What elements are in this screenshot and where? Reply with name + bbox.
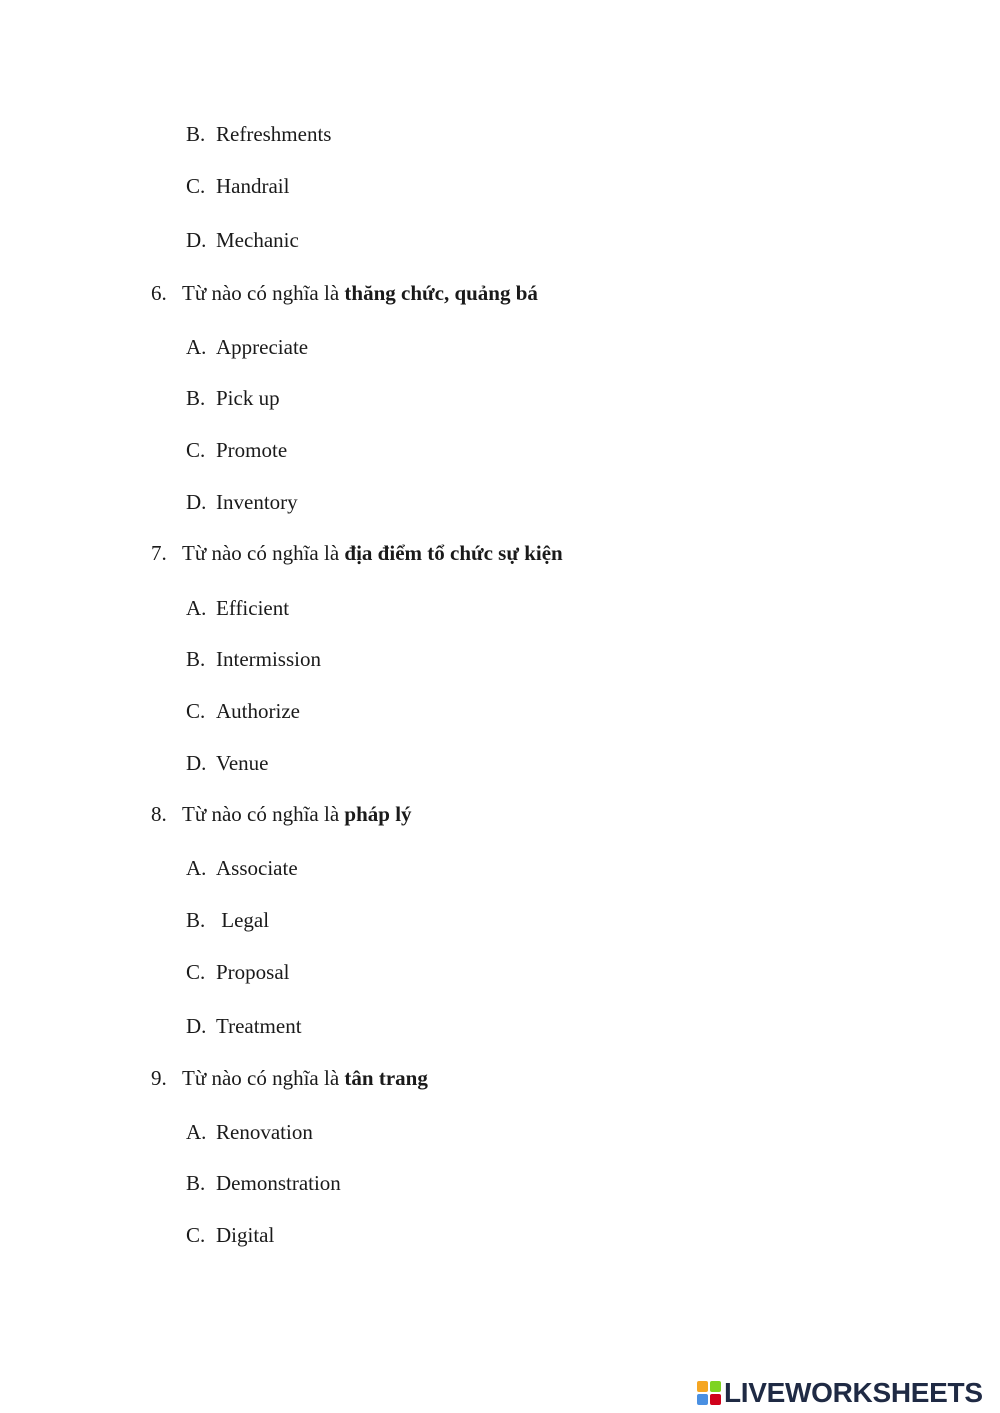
question-7 — [151, 541, 563, 565]
question-keyword: thăng chức, quảng bá — [344, 281, 538, 305]
option-letter: C. — [186, 960, 206, 984]
liveworksheets-logo-icon — [697, 1381, 721, 1405]
logo-text: LIVEWORKSHEETS — [724, 1377, 983, 1408]
question-8 — [151, 802, 412, 826]
question-number: 6. — [151, 281, 167, 305]
option-text: Treatment — [216, 1014, 302, 1038]
option-letter: B. — [186, 1171, 206, 1195]
option-letter: A. — [186, 335, 207, 359]
option-text: Refreshments — [216, 122, 332, 146]
liveworksheets-logo[interactable] — [697, 1378, 983, 1408]
option-letter: B. — [186, 647, 206, 671]
answer-option — [186, 228, 299, 252]
option-text: Handrail — [216, 174, 290, 198]
option-text: Proposal — [216, 960, 290, 984]
option-text: Appreciate — [216, 335, 309, 359]
question-keyword: địa điểm tổ chức sự kiện — [344, 541, 563, 565]
option-letter: D. — [186, 1014, 207, 1038]
logo-square-1 — [697, 1381, 708, 1392]
answer-option — [186, 174, 289, 198]
option-text: Pick up — [216, 386, 280, 410]
option-text: Digital — [216, 1223, 275, 1247]
question-keyword: tân trang — [344, 1066, 428, 1090]
option-letter: C. — [186, 174, 206, 198]
option-letter: C. — [186, 699, 206, 723]
option-letter: D. — [186, 228, 207, 252]
logo-square-3 — [697, 1394, 708, 1405]
question-prompt: Từ nào có nghĩa là — [182, 281, 345, 305]
question-number: 9. — [151, 1066, 167, 1090]
answer-option — [186, 751, 268, 775]
option-text: Intermission — [216, 647, 321, 671]
option-text: Inventory — [216, 490, 298, 514]
answer-option — [186, 1120, 313, 1144]
answer-option — [186, 960, 290, 984]
answer-option — [186, 1171, 341, 1195]
option-letter: C. — [186, 1223, 206, 1247]
answer-option — [186, 1014, 302, 1038]
option-letter: B. — [186, 386, 206, 410]
option-letter: A. — [186, 856, 207, 880]
option-text: Promote — [216, 438, 288, 462]
question-number: 8. — [151, 802, 167, 826]
answer-option — [186, 386, 280, 410]
question-6 — [151, 281, 538, 305]
question-prompt: Từ nào có nghĩa là — [182, 541, 345, 565]
option-text: Venue — [216, 751, 269, 775]
logo-square-4 — [710, 1394, 721, 1405]
answer-option — [186, 1223, 274, 1247]
question-number: 7. — [151, 541, 167, 565]
option-letter: C. — [186, 438, 206, 462]
question-keyword: pháp lý — [344, 802, 412, 826]
option-text: Efficient — [216, 596, 290, 620]
option-text: Renovation — [216, 1120, 313, 1144]
question-9 — [151, 1066, 428, 1090]
answer-option — [186, 856, 298, 880]
option-text: Associate — [216, 856, 298, 880]
logo-square-2 — [710, 1381, 721, 1392]
option-letter: D. — [186, 490, 207, 514]
option-text: Authorize — [216, 699, 300, 723]
option-letter: D. — [186, 751, 207, 775]
option-text: Mechanic — [216, 228, 299, 252]
option-text: Demonstration — [216, 1171, 341, 1195]
question-prompt: Từ nào có nghĩa là — [182, 802, 345, 826]
answer-option — [186, 647, 321, 671]
option-text: Legal — [216, 908, 270, 932]
option-letter: B. — [186, 908, 206, 932]
option-letter: A. — [186, 1120, 207, 1144]
answer-option — [186, 699, 300, 723]
answer-option — [186, 438, 287, 462]
option-letter: A. — [186, 596, 207, 620]
answer-option — [186, 490, 298, 514]
answer-option — [186, 908, 269, 932]
option-letter: B. — [186, 122, 206, 146]
answer-option — [186, 335, 308, 359]
answer-option — [186, 122, 331, 146]
answer-option — [186, 596, 289, 620]
question-prompt: Từ nào có nghĩa là — [182, 1066, 345, 1090]
